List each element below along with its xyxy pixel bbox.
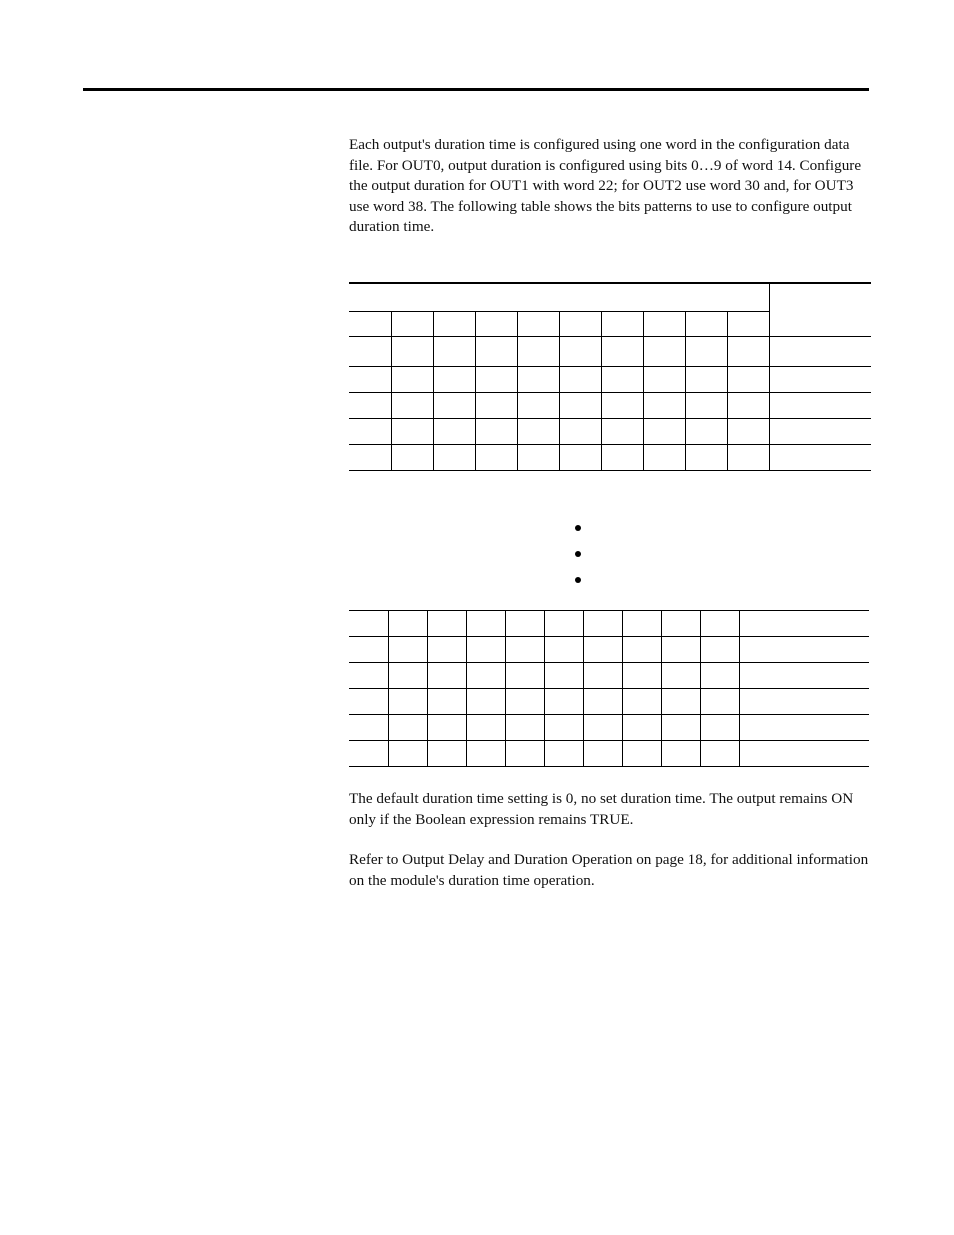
table-cell	[739, 637, 869, 663]
table-cell	[349, 611, 388, 637]
table-cell	[769, 337, 871, 367]
table-cell	[544, 715, 583, 741]
table-cell	[727, 337, 769, 367]
table-cell	[349, 393, 391, 419]
table-cell	[727, 419, 769, 445]
table-cell	[517, 419, 559, 445]
table-cell	[475, 419, 517, 445]
table-cell	[601, 445, 643, 471]
table-cell	[583, 637, 622, 663]
table-cell	[769, 367, 871, 393]
table-cell	[583, 689, 622, 715]
table-cell	[475, 337, 517, 367]
table-cell	[544, 741, 583, 767]
table-cell	[544, 689, 583, 715]
table-cell	[601, 419, 643, 445]
table-row	[349, 663, 869, 689]
table-cell	[517, 337, 559, 367]
table-cell	[583, 715, 622, 741]
table-cell	[349, 419, 391, 445]
table-cell	[349, 637, 388, 663]
table-cell	[700, 663, 739, 689]
table-cell	[475, 445, 517, 471]
table-cell	[622, 741, 661, 767]
table-row	[349, 367, 871, 393]
table-cell	[769, 419, 871, 445]
table-row	[349, 637, 869, 663]
table-cell	[643, 367, 685, 393]
table-cell	[559, 393, 601, 419]
table-cell	[433, 445, 475, 471]
table-cell	[391, 367, 433, 393]
bits-header-cell	[349, 283, 769, 312]
table-cell	[466, 715, 505, 741]
table-cell	[739, 741, 869, 767]
table-cell	[388, 715, 427, 741]
table-cell	[727, 393, 769, 419]
table-cell	[466, 663, 505, 689]
table-cell	[643, 419, 685, 445]
bit-header-cell	[517, 312, 559, 337]
bit-header-cell	[685, 312, 727, 337]
table-cell	[349, 337, 391, 367]
table-cell	[685, 419, 727, 445]
table-cell	[433, 419, 475, 445]
table-cell	[466, 741, 505, 767]
bit-header-cell	[643, 312, 685, 337]
table-cell	[427, 715, 466, 741]
table-cell	[505, 663, 544, 689]
table-cell	[517, 367, 559, 393]
table-cell	[427, 611, 466, 637]
table-cell	[685, 393, 727, 419]
table-cell	[349, 663, 388, 689]
table-cell	[700, 741, 739, 767]
table-row	[349, 715, 869, 741]
table-cell	[349, 741, 388, 767]
table-cell	[475, 367, 517, 393]
table-row	[349, 611, 869, 637]
table-cell	[622, 637, 661, 663]
table-cell	[559, 419, 601, 445]
table-cell	[739, 663, 869, 689]
table-row	[349, 689, 869, 715]
bit-header-cell	[559, 312, 601, 337]
table-cell	[466, 689, 505, 715]
table-cell	[544, 663, 583, 689]
table-cell	[517, 393, 559, 419]
table-cell	[700, 637, 739, 663]
bit-header-cell	[601, 312, 643, 337]
table-cell	[475, 393, 517, 419]
table-cell	[505, 715, 544, 741]
table-cell	[433, 367, 475, 393]
header-rule	[83, 88, 869, 91]
ellipsis-dot-icon	[575, 577, 581, 583]
table-cell	[388, 741, 427, 767]
table-cell	[661, 663, 700, 689]
duration-bit-table-top	[349, 282, 871, 471]
duration-bit-table-bottom	[349, 610, 869, 767]
table-cell	[769, 393, 871, 419]
table-cell	[544, 611, 583, 637]
table-cell	[505, 741, 544, 767]
description-header-cell	[769, 283, 871, 337]
table-header-row	[349, 283, 871, 312]
table-cell	[391, 445, 433, 471]
table-cell	[559, 367, 601, 393]
table-cell	[427, 663, 466, 689]
table-cell	[349, 689, 388, 715]
table-cell	[622, 689, 661, 715]
table-cell	[544, 637, 583, 663]
ellipsis-dot-icon	[575, 551, 581, 557]
table-cell	[427, 741, 466, 767]
table-row	[349, 419, 871, 445]
table-cell	[700, 611, 739, 637]
table-cell	[388, 663, 427, 689]
table-cell	[661, 637, 700, 663]
table-cell	[685, 445, 727, 471]
table-cell	[505, 689, 544, 715]
table-cell	[601, 393, 643, 419]
table-cell	[622, 663, 661, 689]
table-cell	[739, 611, 869, 637]
bit-header-cell	[391, 312, 433, 337]
table-cell	[433, 393, 475, 419]
table-cell	[349, 715, 388, 741]
table-cell	[769, 445, 871, 471]
table-cell	[466, 637, 505, 663]
table-cell	[388, 611, 427, 637]
table-cell	[433, 337, 475, 367]
table-cell	[583, 663, 622, 689]
table-cell	[517, 445, 559, 471]
table-cell	[661, 741, 700, 767]
table-cell	[388, 637, 427, 663]
table-cell	[391, 393, 433, 419]
table-cell	[349, 445, 391, 471]
table-cell	[391, 337, 433, 367]
table-row	[349, 445, 871, 471]
bit-header-cell	[475, 312, 517, 337]
table-cell	[643, 445, 685, 471]
table-cell	[583, 611, 622, 637]
table-cell	[466, 611, 505, 637]
reference-paragraph: Refer to Output Delay and Duration Operation on page 18, for additional information on the module's duration time operation.	[349, 851, 869, 889]
table-cell	[643, 337, 685, 367]
bit-header-cell	[433, 312, 475, 337]
table-cell	[685, 337, 727, 367]
table-cell	[601, 367, 643, 393]
table-row	[349, 393, 871, 419]
table-cell	[739, 715, 869, 741]
table-cell	[583, 741, 622, 767]
table-cell	[700, 715, 739, 741]
table-cell	[349, 367, 391, 393]
table-cell	[739, 689, 869, 715]
table-cell	[559, 337, 601, 367]
table-cell	[505, 637, 544, 663]
table-cell	[559, 445, 601, 471]
table-row	[349, 741, 869, 767]
table-cell	[505, 611, 544, 637]
table-cell	[727, 367, 769, 393]
intro-paragraph: Each output's duration time is configured using one word in the configuration data file. For OUT0, output duration is configured using bits 0…9 of word 14. Configure the output duration for OUT1 with word 22; for OUT2 use word 30 and, for OUT3 use word 38. The following table shows the bits patterns to use to configure output duration time.	[349, 136, 862, 236]
bit-header-cell	[349, 312, 391, 337]
table-cell	[643, 393, 685, 419]
table-cell	[685, 367, 727, 393]
table-cell	[622, 611, 661, 637]
table-cell	[388, 689, 427, 715]
table-cell	[661, 611, 700, 637]
table-cell	[427, 637, 466, 663]
table-row	[349, 337, 871, 367]
table-cell	[391, 419, 433, 445]
table-cell	[622, 715, 661, 741]
table-cell	[427, 689, 466, 715]
bit-header-cell	[727, 312, 769, 337]
default-setting-paragraph: The default duration time setting is 0, no set duration time. The output remains ON only if the Boolean expression remains TRUE.	[349, 790, 854, 828]
table-cell	[661, 715, 700, 741]
ellipsis-dot-icon	[575, 525, 581, 531]
table-cell	[700, 689, 739, 715]
table-cell	[661, 689, 700, 715]
table-cell	[601, 337, 643, 367]
table-cell	[727, 445, 769, 471]
